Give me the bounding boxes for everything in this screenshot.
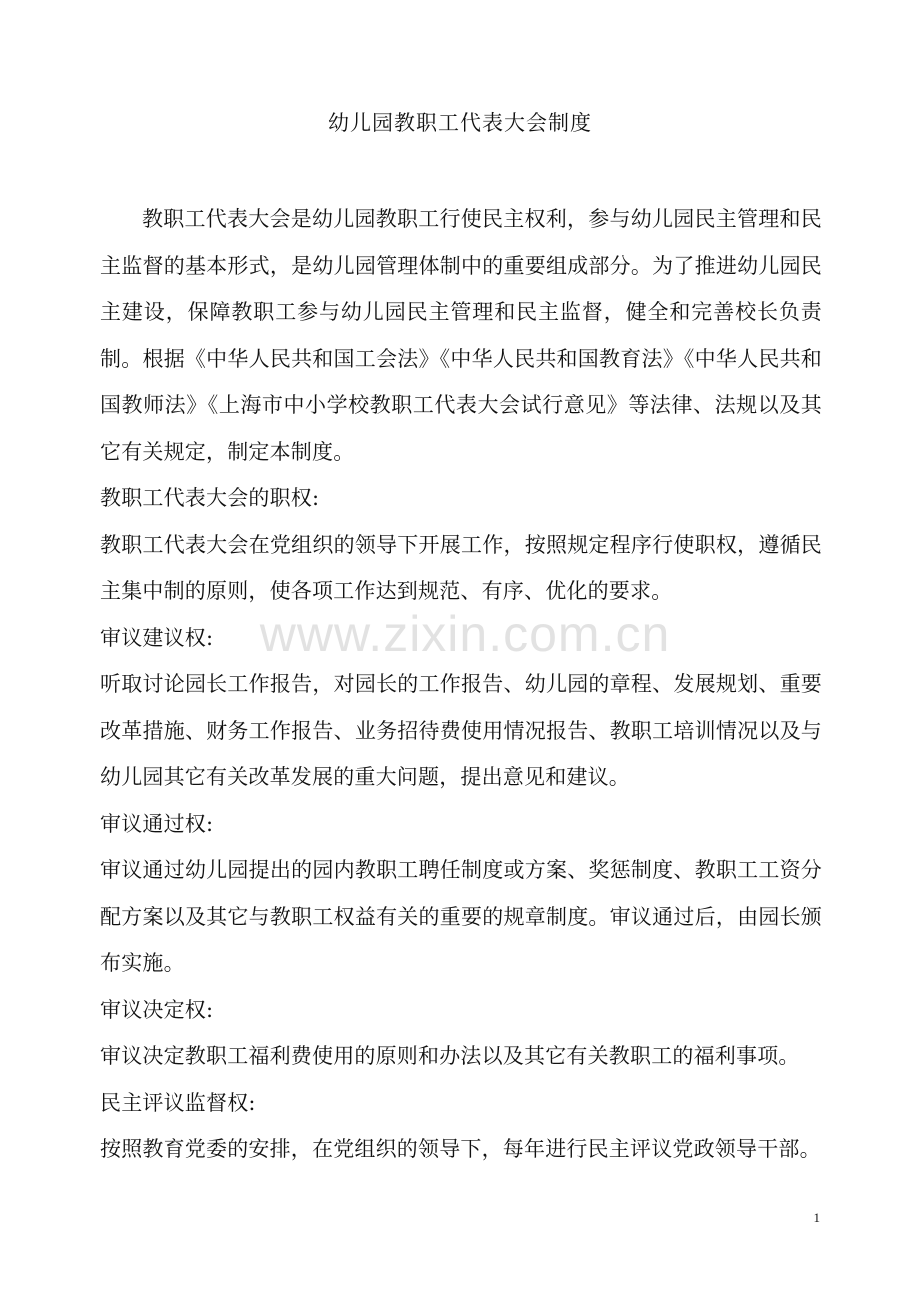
section-heading-powers: 教职工代表大会的职权: (100, 486, 320, 510)
section-heading-review-decide: 审议决定权: (100, 997, 214, 1022)
section-heading-review-approve: 审议通过权: (100, 811, 214, 836)
review-suggest-paragraph: 听取讨论园长工作报告，对园长的工作报告、幼儿园的章程、发展规划、重要改革措施、财务工作报告、业务招待费使用情况报告、教职工培训情况以及与幼儿园其它有关改革发展的重大问题，提出意见和建议。 (100, 672, 822, 789)
section-heading-review-suggest: 审议建议权: (100, 625, 214, 650)
review-decide-paragraph: 审议决定教职工福利费使用的原则和办法以及其它有关教职工的福利事项。 (100, 1044, 800, 1068)
democratic-supervision-paragraph: 按照教育党委的安排，在党组织的领导下，每年进行民主评议党政领导干部。 (100, 1137, 821, 1161)
document-body (100, 196, 822, 1173)
watermark: www.zixin.com.cn (259, 606, 671, 662)
intro-paragraph: 教职工代表大会是幼儿园教职工行使民主权利，参与幼儿园民主管理和民主监督的基本形式，是幼儿园管理体制中的重要组成部分。为了推进幼儿园民主建设，保障教职工参与幼儿园民主管理和民主监督，健全和完善校长负责制。根据《中华人民共和国工会法》《中华人民共和国教育法》《中华人民共和国教师法》《上海市中小学校教职工代表大会试行意见》等法律、法规以及其它有关规定，制定本制度。 (100, 207, 822, 464)
powers-paragraph: 教职工代表大会在党组织的领导下开展工作，按照规定程序行使职权，遵循民主集中制的原则，使各项工作达到规范、有序、优化的要求。 (100, 532, 822, 603)
section-heading-democratic-supervision: 民主评议监督权: (100, 1090, 256, 1115)
page-number: 1 (813, 1210, 820, 1225)
review-approve-paragraph: 审议通过幼儿园提出的园内教职工聘任制度或方案、奖惩制度、教职工工资分配方案以及其它与教职工权益有关的重要的规章制度。审议通过后，由园长颁布实施。 (100, 858, 822, 975)
document-title: 幼儿园教职工代表大会制度 (328, 111, 592, 135)
